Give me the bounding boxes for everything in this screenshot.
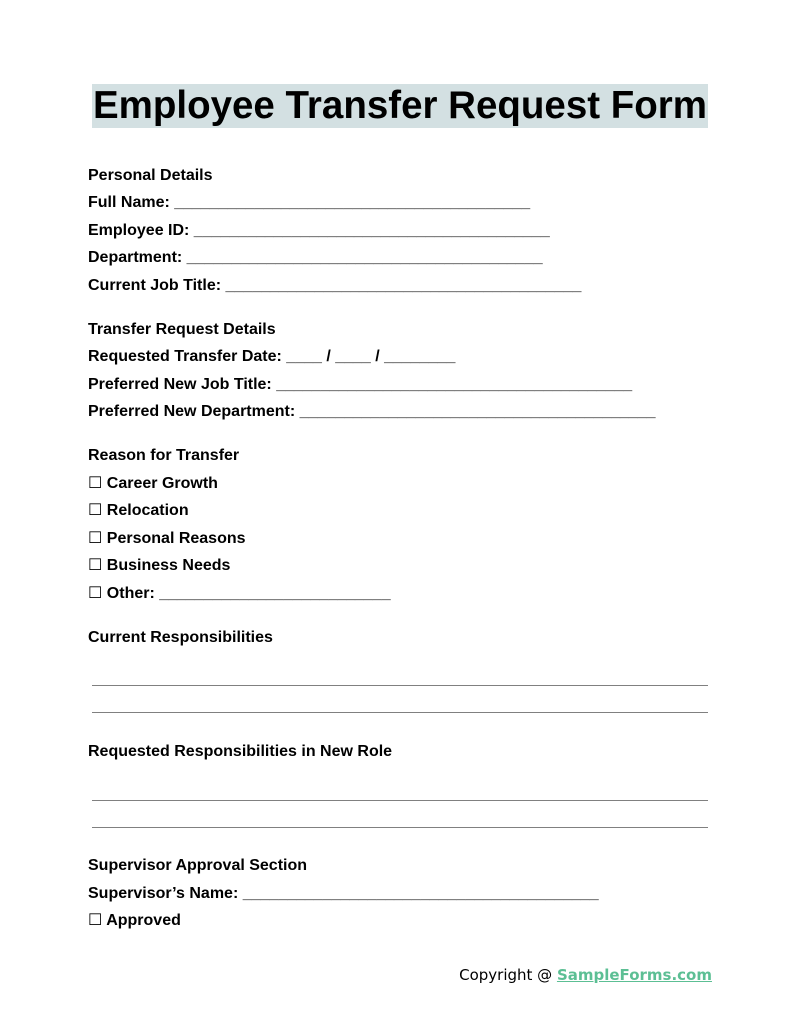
- checkbox-label: Other:: [106, 585, 155, 602]
- section-heading-reason: Reason for Transfer: [88, 447, 240, 464]
- checkbox-icon[interactable]: ☐: [88, 912, 103, 929]
- field-blank[interactable]: ________________________________________: [182, 249, 543, 266]
- field-blank[interactable]: ____ / ____ / ________: [281, 348, 456, 365]
- page-title: Employee Transfer Request Form: [92, 84, 708, 127]
- checkbox-approved[interactable]: [88, 911, 181, 931]
- copyright-text: Copyright @: [459, 966, 557, 984]
- checkbox-icon[interactable]: ☐: [88, 585, 103, 602]
- field-blank[interactable]: ________________________________________: [271, 376, 633, 393]
- field-full-name[interactable]: [88, 193, 530, 213]
- checkbox-relocation[interactable]: [88, 501, 189, 521]
- field-label: Requested Transfer Date:: [88, 348, 282, 365]
- field-preferred-new-job-title[interactable]: [88, 375, 632, 395]
- field-label: Department:: [88, 249, 183, 266]
- checkbox-label: Approved: [106, 912, 181, 929]
- checkbox-label: Relocation: [106, 502, 189, 519]
- field-current-job-title[interactable]: [88, 276, 581, 296]
- field-blank[interactable]: __________________________: [154, 585, 391, 602]
- checkbox-label: Business Needs: [106, 557, 231, 574]
- field-label: Current Job Title:: [88, 277, 222, 294]
- checkbox-label: Personal Reasons: [106, 530, 246, 547]
- section-heading-supervisor-approval: Supervisor Approval Section: [88, 857, 308, 874]
- field-blank[interactable]: ________________________________________: [238, 885, 599, 902]
- checkbox-personal-reasons[interactable]: [88, 529, 246, 549]
- field-label: Preferred New Department:: [88, 403, 296, 420]
- field-label: Employee ID:: [88, 222, 190, 239]
- checkbox-icon[interactable]: ☐: [88, 475, 103, 492]
- field-blank[interactable]: ________________________________________: [169, 194, 531, 211]
- checkbox-icon[interactable]: ☐: [88, 502, 103, 519]
- section-heading-transfer-details: Transfer Request Details: [88, 321, 276, 338]
- field-blank[interactable]: ________________________________________: [189, 222, 550, 239]
- checkbox-career-growth[interactable]: [88, 474, 218, 494]
- field-supervisor-name[interactable]: [88, 884, 599, 904]
- checkbox-label: Career Growth: [106, 475, 218, 492]
- field-department[interactable]: [88, 248, 543, 268]
- field-label: Full Name:: [88, 194, 170, 211]
- field-employee-id[interactable]: [88, 221, 550, 241]
- field-requested-transfer-date[interactable]: [88, 347, 455, 367]
- writing-line[interactable]: [92, 712, 708, 713]
- writing-line[interactable]: [92, 800, 708, 801]
- checkbox-icon[interactable]: ☐: [88, 530, 103, 547]
- checkbox-business-needs[interactable]: [88, 556, 230, 576]
- section-heading-personal-details: Personal Details: [88, 167, 213, 184]
- field-label: Supervisor’s Name:: [88, 885, 239, 902]
- checkbox-icon[interactable]: ☐: [88, 557, 103, 574]
- field-blank[interactable]: ________________________________________: [221, 277, 582, 294]
- brand-link[interactable]: SampleForms.com: [556, 966, 712, 984]
- checkbox-other[interactable]: [88, 584, 391, 604]
- writing-line[interactable]: [92, 685, 708, 686]
- section-heading-requested-responsibilities: Requested Responsibilities in New Role: [88, 743, 393, 760]
- field-preferred-new-department[interactable]: [88, 402, 656, 422]
- field-blank[interactable]: ________________________________________: [295, 403, 656, 420]
- field-label: Preferred New Job Title:: [88, 376, 272, 393]
- copyright-footer: [459, 966, 712, 984]
- writing-line[interactable]: [92, 827, 708, 828]
- section-heading-current-responsibilities: Current Responsibilities: [88, 629, 273, 646]
